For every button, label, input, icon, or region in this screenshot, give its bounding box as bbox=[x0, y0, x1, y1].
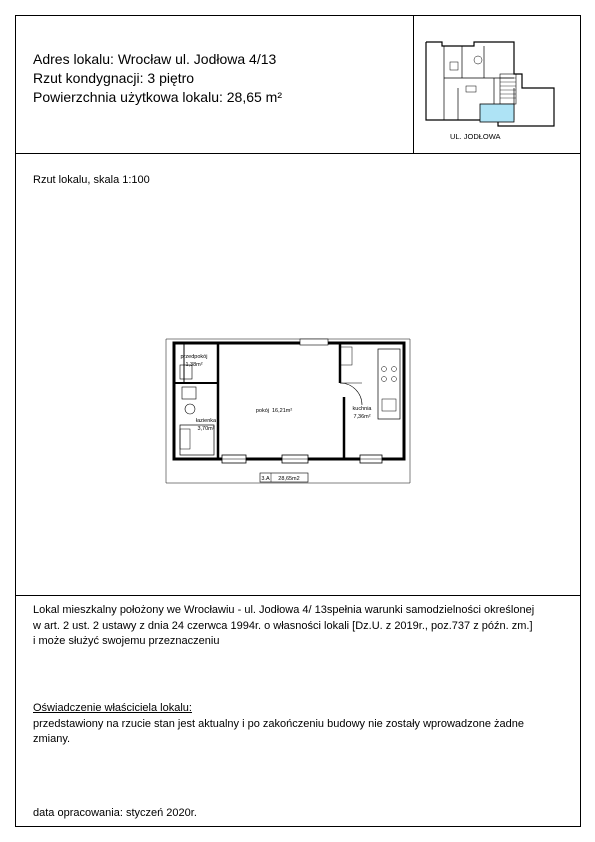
storage-label: przedpokój bbox=[180, 354, 208, 360]
street-label: UL. JODŁOWA bbox=[450, 132, 501, 141]
unit-area: 28,65m2 bbox=[278, 476, 300, 482]
room-label: pokój bbox=[255, 408, 269, 414]
statement-line: w art. 2 ust. 2 ustawy z dnia 24 czerwca 1994r. o własności lokali [Dz.U. z 2019r., poz.737 z późn. zm.] bbox=[33, 619, 533, 632]
declaration-line: przedstawiony na rzucie stan jest aktualny i po zakończeniu budowy nie zostały wprowadzone żadne bbox=[33, 717, 525, 730]
plan-caption: Rzut lokalu, skala 1:100 bbox=[33, 174, 150, 186]
declaration-heading: Oświadczenie właściciela lokalu: bbox=[33, 702, 192, 714]
floor-plan bbox=[160, 325, 420, 490]
outer-walls bbox=[174, 343, 404, 459]
bathroom-label: łazienka bbox=[195, 418, 217, 424]
plan-divider bbox=[15, 595, 581, 596]
storage-area: 1,38m² bbox=[185, 362, 203, 368]
elaboration-date: data opracowania: styczeń 2020r. bbox=[33, 807, 197, 819]
floor-line: Rzut kondygnacji: 3 piętro bbox=[33, 70, 195, 86]
statement bbox=[33, 603, 573, 650]
unit-tag: 3.A bbox=[261, 476, 270, 482]
statement-line: Lokal mieszkalny położony we Wrocławiu - ul. Jodłowa 4/ 13spełnia warunki samodzielności określonej bbox=[33, 604, 535, 616]
kitchen-label: kuchnia bbox=[352, 406, 372, 412]
area-line: Powierzchnia użytkowa lokalu: 28,65 m² bbox=[33, 89, 283, 105]
declaration bbox=[33, 701, 573, 748]
kitchen-area: 7,36m² bbox=[353, 414, 371, 420]
declaration-line: zmiany. bbox=[33, 733, 71, 745]
address-line: Adres lokalu: Wrocław ul. Jodłowa 4/13 bbox=[33, 51, 277, 67]
header-divider bbox=[15, 153, 581, 154]
statement-line: i może służyć swojemu przeznaczeniu bbox=[33, 635, 220, 647]
key-plan-unit-highlight bbox=[480, 104, 514, 122]
bathroom-area: 3,70m² bbox=[197, 426, 215, 432]
room-area: 16,21m² bbox=[272, 408, 293, 414]
